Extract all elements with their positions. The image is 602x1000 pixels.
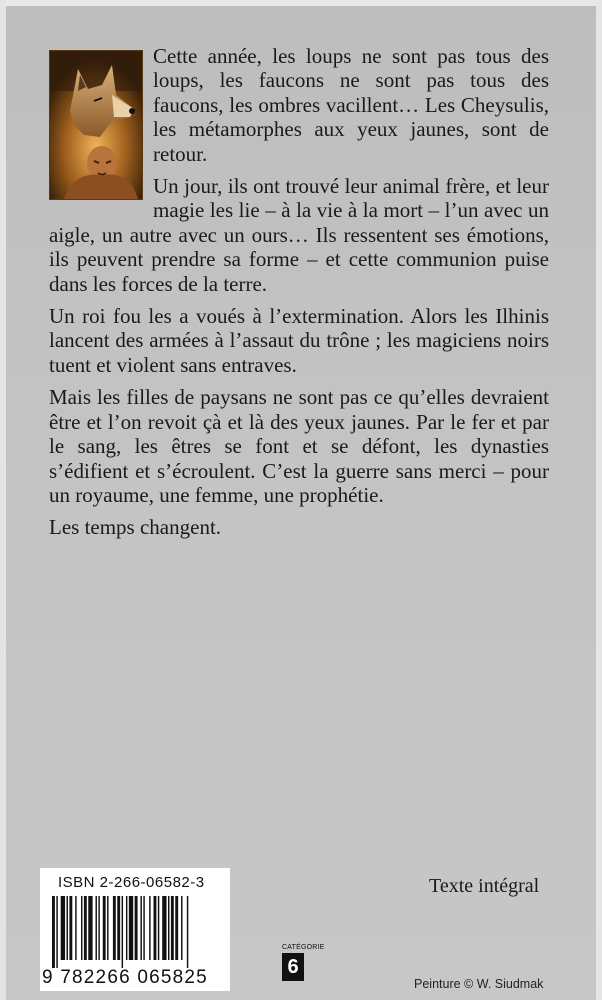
- scan-edge-right: [596, 0, 602, 1000]
- ean-digits: 9 782266 065825: [42, 967, 208, 988]
- blurb-paragraph-5: Les temps changent.: [49, 515, 222, 540]
- blurb-paragraph-3: Un roi fou les a voués à l’extermination. Alors les Ilhinis lancent des armées à l’assaut du trône ; les magiciens noirs tuent et violent sans entraves.: [49, 304, 549, 377]
- blurb-paragraph-4: Mais les filles de paysans ne sont pas ce qu’elles devraient être et l’on revoit çà et là des yeux jaunes. Par le fer et par le sang, les êtres se font et se défont, les dynasties s’édifient et s’écroulent. C’est la guerre sans merci – pour un royaume, une femme, une prophétie.: [49, 385, 549, 507]
- blurb-paragraph-1: Cette année, les loups ne sont pas tous des loups, les faucons ne sont pas tous des faucons, les ombres vacillent… Les Cheysulis, les métamorphes aux yeux jaunes, sont de retour.: [49, 44, 549, 166]
- scan-edge-left: [0, 0, 6, 1000]
- edition-label: Texte intégral: [429, 875, 540, 897]
- scan-edge-top: [0, 0, 602, 6]
- category-label: CATÉGORIE: [282, 944, 325, 951]
- cover-thumbnail-image: [49, 50, 143, 200]
- painting-credit: Peinture © W. Siudmak: [414, 977, 544, 991]
- blurb-paragraph-2: Un jour, ils ont trouvé leur animal frère, et leur magie les lie – à la vie à la mort – l’un avec un aigle, un autre avec un ours… Ils ressentent ses émotions, ils peuvent prendre sa forme – et cette communion puise dans les forces de la terre.: [49, 174, 549, 296]
- barcode-panel: [40, 868, 230, 991]
- category-badge: [282, 944, 325, 981]
- blurb-text: [49, 44, 549, 540]
- isbn-number: ISBN 2-266-06582-3: [58, 874, 205, 891]
- barcode-icon: [52, 896, 222, 968]
- category-number: 6: [282, 953, 304, 981]
